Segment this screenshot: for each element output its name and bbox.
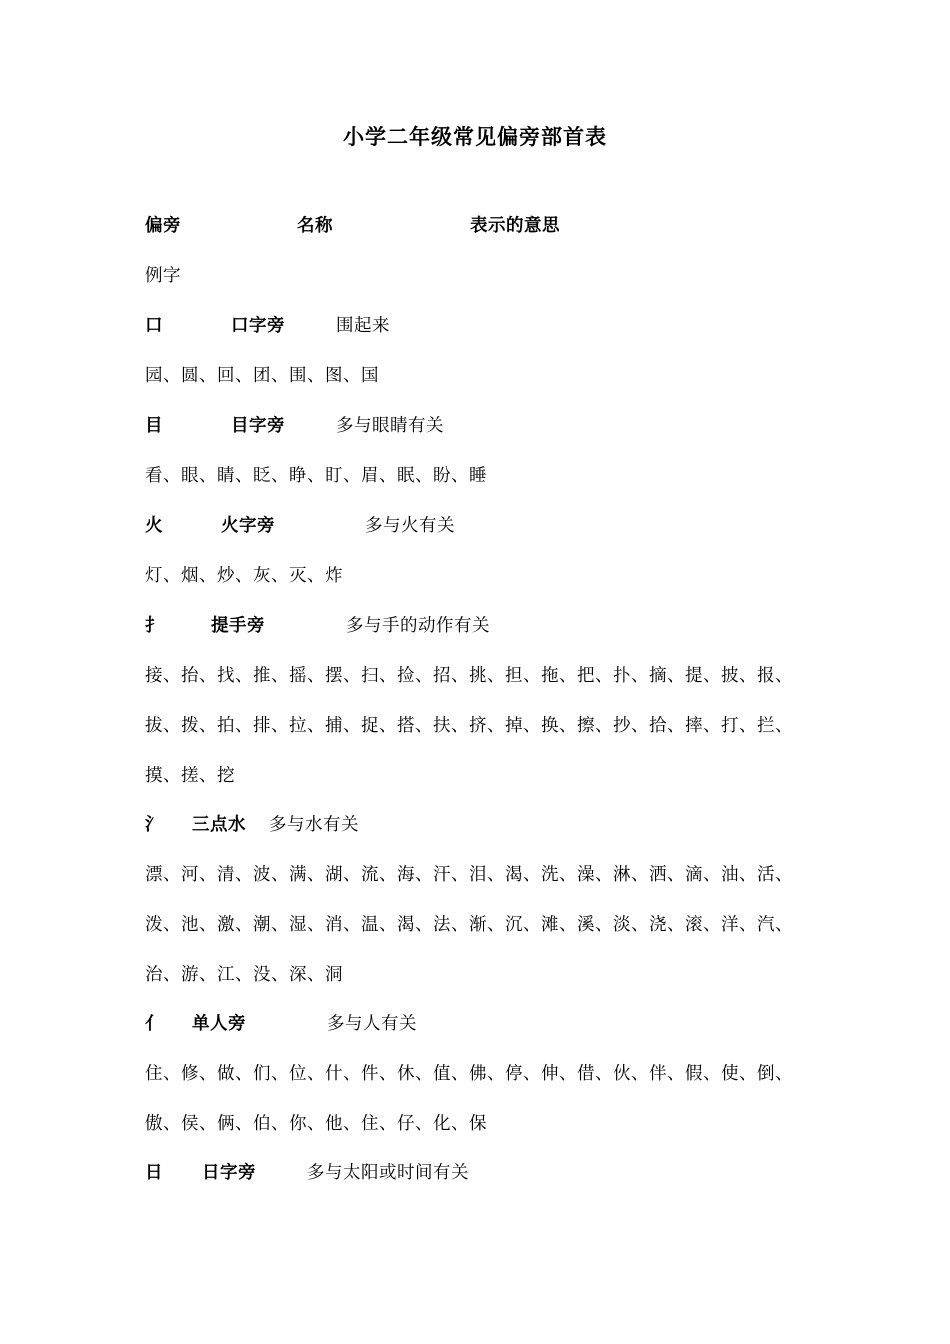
header-meaning: 表示的意思 [470,216,560,236]
radical-label: 目 [145,416,163,436]
radical-name: 目字旁 [231,416,285,436]
page-title: 小学二年级常见偏旁部首表 [343,125,607,149]
example-line: 拔、拨、拍、排、拉、捕、捉、搭、扶、挤、掉、换、擦、抄、拾、摔、打、拦、 [145,716,793,736]
example-line: 治、游、江、没、深、洞 [145,965,343,985]
radical-label: 火 [145,516,163,536]
radical-name: 提手旁 [211,616,265,636]
header-examples: 例字 [145,266,181,286]
example-line: 傲、侯、俩、伯、你、他、住、仔、化、保 [145,1114,487,1134]
example-line: 接、抬、找、推、摇、摆、扫、捡、招、挑、担、拖、把、扑、摘、提、披、报、 [145,666,793,686]
example-line: 摸、搓、挖 [145,766,235,786]
radical-meaning: 多与水有关 [269,815,359,835]
radical-meaning: 多与手的动作有关 [346,616,490,636]
radical-meaning: 多与人有关 [327,1014,417,1034]
radical-name: 火字旁 [221,516,275,536]
radical-meaning: 多与眼睛有关 [336,416,444,436]
example-line: 住、修、做、们、位、什、件、休、值、佛、停、伸、借、伙、伴、假、使、倒、 [145,1064,793,1084]
radical-meaning: 围起来 [336,316,390,336]
radical-label: 氵 [145,815,163,835]
radical-meaning: 多与火有关 [365,516,455,536]
radical-name: 日字旁 [202,1163,256,1183]
example-line: 灯、烟、炒、灰、灭、炸 [145,566,343,586]
radical-name: 口字旁 [231,316,285,336]
radical-meaning: 多与太阳或时间有关 [307,1163,469,1183]
example-line: 漂、河、清、波、满、湖、流、海、汗、泪、渴、洗、澡、淋、洒、滴、油、活、 [145,865,793,885]
example-line: 看、眼、睛、眨、睁、盯、眉、眠、盼、睡 [145,466,487,486]
header-radical: 偏旁 [145,216,181,236]
radical-label: 亻 [145,1014,163,1034]
radical-label: 口 [145,316,163,336]
radical-name: 三点水 [192,815,246,835]
header-name: 名称 [297,216,333,236]
radical-label: 日 [145,1163,163,1183]
radical-label: 扌 [145,616,163,636]
example-line: 泼、池、激、潮、湿、消、温、渴、法、渐、沉、滩、溪、淡、浇、滚、洋、汽、 [145,915,793,935]
radical-name: 单人旁 [192,1014,246,1034]
example-line: 园、圆、回、团、围、图、国 [145,366,379,386]
